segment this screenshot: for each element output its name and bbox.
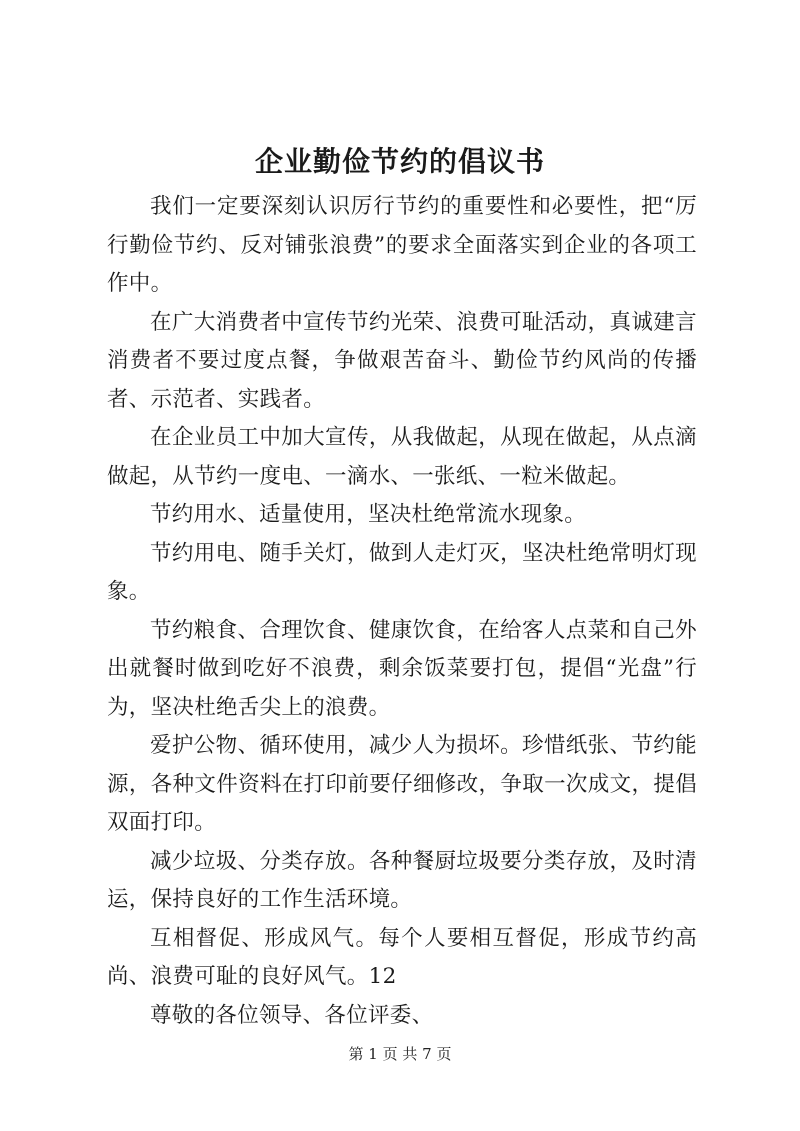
paragraph: 在广大消费者中宣传节约光荣、浪费可耻活动，真诚建言消费者不要过度点餐，争做艰苦奋斗、勤俭节约风尚的传播者、示范者、实践者。 bbox=[107, 309, 697, 412]
paragraph: 尊敬的各位领导、各位评委、 bbox=[150, 1002, 434, 1028]
page-footer: 第 1 页 共 7 页 bbox=[348, 1045, 452, 1063]
paragraph: 节约用水、适量使用，坚决杜绝常流水现象。 bbox=[150, 502, 587, 527]
paragraph: 互相督促、形成风气。每个人要相互督促，形成节约高尚、浪费可耻的良好风气。12 bbox=[107, 925, 697, 989]
paragraph: 我们一定要深刻认识厉行节约的重要性和必要性，把“厉行勤俭节约、反对铺张浪费”的要求全面落实到企业的各项工作中。 bbox=[107, 194, 697, 296]
paragraph: 节约用电、随手关灯，做到人走灯灭，坚决杜绝常明灯现象。 bbox=[107, 540, 697, 604]
paragraph: 在企业员工中加大宣传，从我做起，从现在做起，从点滴做起，从节约一度电、一滴水、一张纸、一粒米做起。 bbox=[107, 425, 697, 489]
paragraph: 爱护公物、循环使用，减少人为损坏。珍惜纸张、节约能源，各种文件资料在打印前要仔细修改，争取一次成文，提倡双面打印。 bbox=[107, 733, 697, 835]
document-title: 企业勤俭节约的倡议书 bbox=[254, 145, 545, 178]
document-body bbox=[107, 188, 697, 1035]
paragraph: 减少垃圾、分类存放。各种餐厨垃圾要分类存放，及时清运，保持良好的工作生活环境。 bbox=[107, 848, 697, 912]
paragraph: 节约粮食、合理饮食、健康饮食，在给客人点菜和自己外出就餐时做到吃好不浪费，剩余饭菜要打包，提倡“光盘”行为，坚决杜绝舌尖上的浪费。 bbox=[107, 617, 697, 720]
